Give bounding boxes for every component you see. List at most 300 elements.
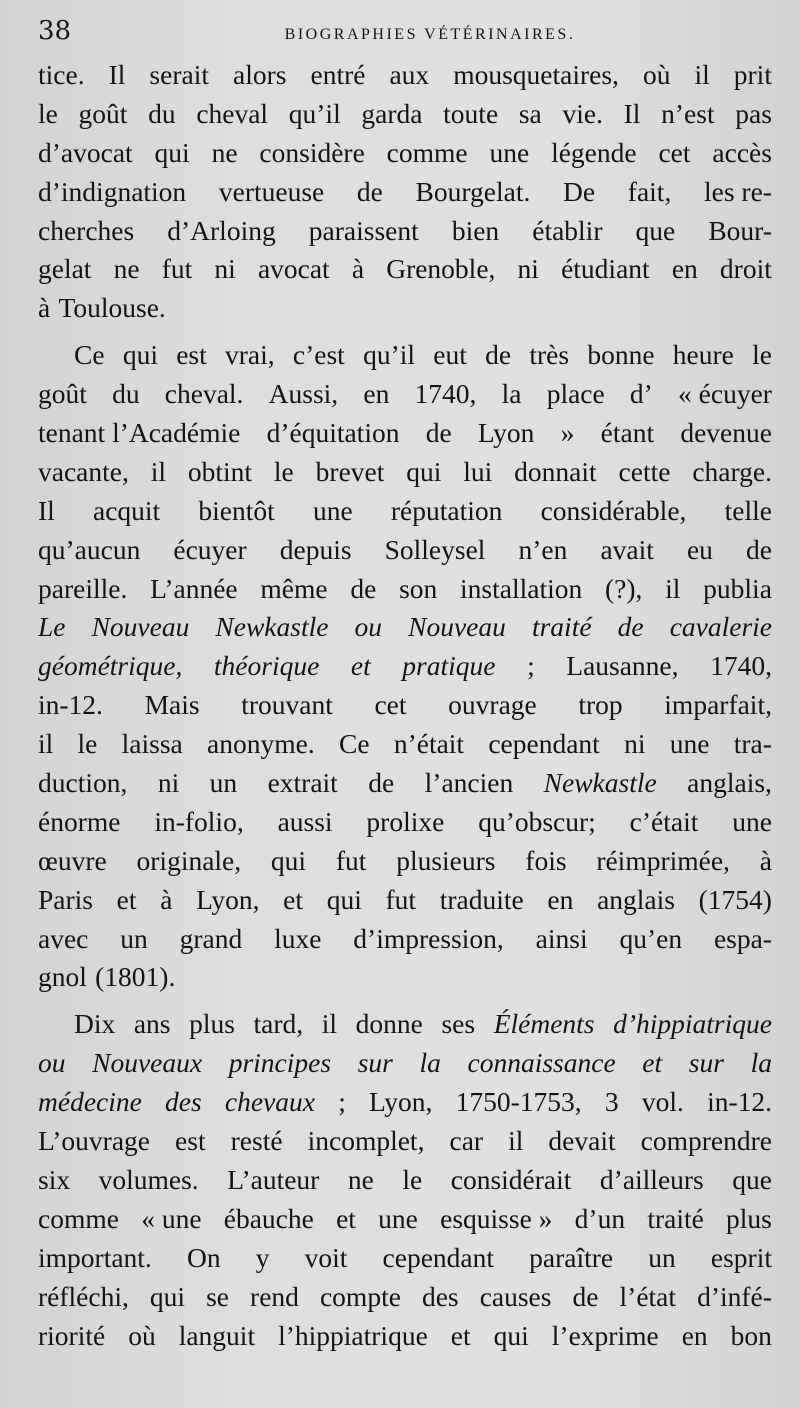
- word: un: [120, 922, 148, 954]
- word: considérait: [450, 1163, 572, 1195]
- word: qui: [326, 883, 362, 915]
- word: Lyon,: [369, 1086, 433, 1118]
- word: brevet: [315, 455, 385, 487]
- word: tard,: [253, 1008, 304, 1040]
- word: 3: [604, 1086, 619, 1118]
- word: Mais: [144, 689, 200, 721]
- word: des: [421, 1280, 459, 1312]
- word: Dix: [74, 1008, 116, 1040]
- word: réputation: [390, 494, 503, 526]
- word: cheval: [196, 97, 269, 129]
- word: in-12.: [38, 689, 103, 721]
- word: six: [38, 1163, 71, 1195]
- word: plusieurs: [396, 844, 496, 876]
- text-line: [38, 453, 772, 492]
- word: c’est: [292, 339, 345, 371]
- word: cheval.: [164, 378, 244, 410]
- word: anonyme.: [207, 728, 315, 760]
- word: cependant: [382, 1241, 494, 1273]
- word: de: [368, 767, 395, 799]
- word: le: [38, 97, 58, 129]
- word: riorité: [38, 1319, 106, 1351]
- word: bonne: [587, 339, 655, 371]
- word: des: [165, 1086, 202, 1118]
- word: la: [419, 1047, 441, 1079]
- word: il: [150, 455, 166, 487]
- word: Aussi,: [268, 378, 339, 410]
- word: établir: [532, 214, 603, 246]
- word: vol.: [641, 1086, 684, 1118]
- word: Ce: [74, 339, 105, 371]
- word: extrait: [267, 767, 338, 799]
- word: comme: [386, 136, 468, 168]
- word: ou: [38, 1047, 66, 1079]
- word: « écuyer: [678, 378, 772, 410]
- word: qu’il: [288, 97, 341, 129]
- word: qu’obscur;: [478, 805, 596, 837]
- word: plus: [189, 1008, 235, 1040]
- word: écuyer: [173, 533, 247, 565]
- word: œuvre: [38, 844, 107, 876]
- word: considère: [259, 136, 365, 168]
- word: géométrique,: [38, 650, 183, 682]
- word: L’ouvrage: [38, 1125, 151, 1157]
- word: accès: [712, 136, 772, 168]
- text-line: [38, 1161, 772, 1200]
- word: à: [38, 292, 51, 324]
- word: 1750-1753,: [455, 1086, 582, 1118]
- text-line: [38, 842, 772, 881]
- word: c’était: [629, 805, 699, 837]
- word: L’auteur: [227, 1163, 320, 1195]
- word: cherches: [38, 214, 135, 246]
- word: devait: [548, 1125, 616, 1157]
- text-line: [38, 173, 772, 212]
- text-line: [38, 803, 772, 842]
- word: donne: [355, 1008, 423, 1040]
- word: goût: [38, 378, 87, 410]
- word: Ce: [339, 728, 370, 760]
- word: le: [752, 339, 772, 371]
- word: n’était: [393, 728, 465, 760]
- word: Nouveaux: [92, 1047, 203, 1079]
- word: languit: [178, 1319, 256, 1351]
- text-line: [38, 764, 772, 803]
- word: d’un: [574, 1202, 626, 1234]
- text-line: [38, 958, 772, 997]
- text-line: [38, 725, 772, 764]
- word: garda: [361, 97, 423, 129]
- word: et: [336, 1202, 356, 1234]
- word: considérable,: [540, 494, 687, 526]
- word: il: [665, 572, 681, 604]
- word: ni: [157, 767, 180, 799]
- word: acquit: [93, 494, 161, 526]
- text-line: [38, 336, 772, 375]
- word: « une: [141, 1202, 202, 1234]
- word: place: [546, 378, 605, 410]
- word: (1801).: [95, 961, 176, 993]
- word: qui: [406, 455, 442, 487]
- word: originale,: [136, 844, 242, 876]
- word: bientôt: [198, 494, 275, 526]
- word: médecine: [38, 1086, 142, 1118]
- word: publia: [703, 572, 772, 604]
- word: et: [350, 650, 371, 682]
- text-line: [38, 1122, 772, 1161]
- text-line: [38, 1317, 772, 1356]
- word: n’est: [661, 97, 715, 129]
- running-title: BIOGRAPHIES VÉTÉRINAIRES.: [284, 26, 576, 43]
- word: goût: [78, 97, 128, 129]
- word: il: [321, 1008, 338, 1040]
- word: esprit: [710, 1241, 772, 1273]
- word: (?),: [604, 572, 643, 604]
- word: Bour-: [708, 214, 772, 246]
- word: ni: [517, 253, 539, 285]
- word: sur: [357, 1047, 393, 1079]
- word: laissa: [121, 728, 183, 760]
- word: le: [402, 1163, 423, 1195]
- word: devenue: [680, 417, 772, 449]
- word: chevaux: [224, 1086, 315, 1118]
- word: qui: [149, 1280, 186, 1312]
- word: un: [648, 1241, 676, 1273]
- word: in-folio,: [154, 805, 244, 837]
- word: un: [209, 767, 238, 799]
- word: qui: [493, 1319, 529, 1351]
- word: se: [206, 1280, 229, 1312]
- word: qu’il: [363, 339, 416, 371]
- word: ébauche: [223, 1202, 314, 1234]
- word: paraissent: [308, 214, 419, 246]
- word: la: [501, 378, 522, 410]
- word: Lyon,: [196, 883, 260, 915]
- word: qui: [270, 844, 307, 876]
- word: ni: [214, 253, 236, 285]
- word: Éléments: [493, 1008, 595, 1040]
- word: il: [38, 728, 54, 760]
- word: et: [116, 883, 137, 915]
- word: Toulouse.: [58, 292, 166, 324]
- word: grand: [179, 922, 243, 954]
- word: entré: [310, 59, 366, 90]
- paragraph: [38, 56, 772, 328]
- word: une: [732, 805, 772, 837]
- word: à: [160, 883, 173, 915]
- word: resté: [230, 1125, 283, 1157]
- word: ;: [338, 1086, 346, 1118]
- word: qui: [154, 136, 190, 168]
- word: en: [547, 883, 574, 915]
- word: L’année: [150, 572, 238, 604]
- word: fut: [385, 883, 417, 915]
- text-line: [38, 56, 772, 95]
- word: duction,: [38, 767, 128, 799]
- word: Paris: [38, 883, 93, 915]
- word: et: [283, 883, 304, 915]
- word: 1740,: [710, 650, 772, 682]
- word: Newkastle: [215, 611, 329, 643]
- word: alors: [233, 59, 287, 90]
- word: 1740,: [414, 378, 477, 410]
- word: lui: [463, 455, 493, 487]
- word: obtint: [187, 455, 253, 487]
- word: et: [642, 1047, 663, 1079]
- word: à: [759, 844, 772, 876]
- text-line: [38, 1044, 772, 1083]
- word: trop: [578, 689, 623, 721]
- word: cet: [658, 136, 691, 168]
- word: Nouveau: [408, 611, 506, 643]
- word: d’ailleurs: [599, 1163, 704, 1195]
- word: de: [617, 611, 644, 643]
- text-line: [38, 647, 772, 686]
- word: gnol: [38, 961, 87, 993]
- word: luxe: [274, 922, 322, 954]
- word: tice.: [38, 59, 85, 90]
- word: le: [273, 455, 294, 487]
- word: fois: [525, 844, 567, 876]
- paragraph-gap: [38, 328, 772, 336]
- word: est: [175, 1125, 206, 1157]
- word: ni: [624, 728, 646, 760]
- word: même: [260, 572, 328, 604]
- word: la: [750, 1047, 772, 1079]
- word: prit: [733, 59, 772, 90]
- word: ;: [527, 650, 535, 682]
- word: de: [572, 1280, 599, 1312]
- word: en: [681, 1319, 708, 1351]
- text-line: [38, 95, 772, 134]
- word: ne: [113, 253, 140, 285]
- word: de: [746, 533, 772, 565]
- word: donnait: [514, 455, 597, 487]
- word: anglais: [597, 883, 675, 915]
- word: compte: [319, 1280, 401, 1312]
- word: traduite: [439, 883, 524, 915]
- word: d’indignation: [38, 175, 187, 207]
- word: rend: [250, 1280, 299, 1312]
- word: d’: [629, 378, 653, 410]
- word: les re-: [704, 175, 772, 207]
- word: »: [560, 417, 575, 449]
- text-line: [38, 1005, 772, 1044]
- word: d’Arloing: [167, 214, 276, 246]
- word: Solleysel: [384, 533, 486, 565]
- text-line: [38, 1278, 772, 1317]
- word: de: [350, 572, 377, 604]
- word: le: [77, 728, 98, 760]
- word: incomplet,: [307, 1125, 425, 1157]
- word: d’hippiatrique: [613, 1008, 772, 1040]
- word: Lyon: [477, 417, 535, 449]
- word: vertueuse: [218, 175, 325, 207]
- page-number: 38: [38, 16, 72, 46]
- word: ne: [211, 136, 238, 168]
- word: gelat: [38, 253, 92, 285]
- word: qui: [122, 339, 158, 371]
- word: cette: [618, 455, 671, 487]
- word: Il: [38, 494, 55, 526]
- word: depuis: [279, 533, 352, 565]
- word: bien: [451, 214, 500, 246]
- word: anglais,: [687, 767, 772, 799]
- word: que: [732, 1163, 772, 1195]
- word: vrai,: [225, 339, 275, 371]
- word: (1754): [698, 883, 772, 915]
- word: Nouveau: [91, 611, 190, 643]
- text-line: [38, 881, 772, 920]
- word: eut: [433, 339, 467, 371]
- word: vacante,: [38, 455, 129, 487]
- word: énorme: [38, 805, 121, 837]
- word: imparfait,: [664, 689, 772, 721]
- word: pareille.: [38, 572, 128, 604]
- word: car: [449, 1125, 484, 1157]
- word: eu: [686, 533, 713, 565]
- word: esquisse »: [440, 1202, 553, 1234]
- word: où: [642, 59, 671, 90]
- word: serait: [149, 59, 209, 90]
- paragraph: [38, 336, 772, 997]
- word: une: [312, 494, 353, 526]
- word: volumes.: [98, 1163, 199, 1195]
- word: ainsi: [535, 922, 588, 954]
- text-line: [38, 1200, 772, 1239]
- word: à: [351, 253, 365, 285]
- word: cavalerie: [669, 611, 772, 643]
- word: aussi: [277, 805, 333, 837]
- word: toute: [443, 97, 499, 129]
- text-line: [38, 250, 772, 289]
- word: cet: [374, 689, 407, 721]
- word: heure: [672, 339, 734, 371]
- running-head: [38, 12, 772, 56]
- word: tenant l’Académie: [38, 417, 241, 449]
- word: une: [378, 1202, 418, 1234]
- word: d’avocat: [38, 136, 133, 168]
- word: de: [425, 417, 452, 449]
- word: réimprimée,: [596, 844, 730, 876]
- word: ans: [133, 1008, 171, 1040]
- body-text: [38, 56, 772, 1355]
- word: avec: [38, 922, 89, 954]
- word: Lausanne,: [566, 650, 679, 682]
- word: et: [450, 1319, 471, 1351]
- word: une: [669, 728, 710, 760]
- word: l’état: [619, 1280, 677, 1312]
- word: On: [186, 1241, 221, 1273]
- word: il: [508, 1125, 524, 1157]
- word: de: [485, 339, 512, 371]
- word: telle: [724, 494, 772, 526]
- word: de: [356, 175, 383, 207]
- word: Il: [108, 59, 126, 90]
- word: connaissance: [467, 1047, 616, 1079]
- word: d’équitation: [266, 417, 400, 449]
- text-line: [38, 492, 772, 531]
- word: Bourgelat.: [415, 175, 531, 207]
- text-line: [38, 608, 772, 647]
- word: étant: [600, 417, 655, 449]
- word: en: [671, 253, 698, 285]
- word: où: [128, 1319, 156, 1351]
- text-line: [38, 414, 772, 453]
- word: trouvant: [241, 689, 333, 721]
- text-line: [38, 531, 772, 570]
- word: principes: [228, 1047, 332, 1079]
- word: d’impression,: [353, 922, 504, 954]
- text-line: [38, 375, 772, 414]
- word: fait,: [627, 175, 672, 207]
- word: comprendre: [640, 1125, 772, 1157]
- word: Le: [38, 611, 66, 643]
- word: causes: [479, 1280, 552, 1312]
- word: légende: [551, 136, 637, 168]
- word: Newkastle: [543, 767, 657, 799]
- word: pas: [735, 97, 772, 129]
- word: n’en: [518, 533, 568, 565]
- word: tra-: [733, 728, 772, 760]
- text-line: [38, 1083, 772, 1122]
- text-line: [38, 920, 772, 959]
- word: qu’en: [619, 922, 683, 954]
- word: théorique: [213, 650, 320, 682]
- word: vie.: [562, 97, 603, 129]
- word: pratique: [402, 650, 496, 682]
- word: ses: [441, 1008, 476, 1040]
- text-line: [38, 686, 772, 725]
- word: prolixe: [366, 805, 445, 837]
- word: étudiant: [561, 253, 650, 285]
- word: est: [176, 339, 207, 371]
- word: fut: [335, 844, 367, 876]
- word: traité: [531, 611, 592, 643]
- word: en: [363, 378, 390, 410]
- text-line: [38, 570, 772, 609]
- word: réfléchi,: [38, 1280, 129, 1312]
- word: ne: [347, 1163, 374, 1195]
- word: plus: [726, 1202, 772, 1234]
- word: sa: [518, 97, 542, 129]
- word: voit: [304, 1241, 348, 1273]
- word: avait: [600, 533, 654, 565]
- text-line: [38, 212, 772, 251]
- word: que: [635, 214, 676, 246]
- text-line: [38, 289, 772, 328]
- word: l’ancien: [424, 767, 514, 799]
- word: fut: [161, 253, 193, 285]
- word: qu’aucun: [38, 533, 141, 565]
- word: l’hippiatrique: [278, 1319, 428, 1351]
- word: Il: [623, 97, 641, 129]
- word: d’infé-: [697, 1280, 772, 1312]
- word: il: [694, 59, 710, 90]
- word: l’exprime: [551, 1319, 659, 1351]
- word: in-12.: [707, 1086, 772, 1118]
- word: cependant: [488, 728, 600, 760]
- word: sur: [688, 1047, 724, 1079]
- word: paraître: [529, 1241, 614, 1273]
- word: Grenoble,: [386, 253, 496, 285]
- word: important.: [38, 1241, 152, 1273]
- word: ouvrage: [448, 689, 537, 721]
- word: y: [255, 1241, 270, 1273]
- word: mousquetaires,: [453, 59, 619, 90]
- word: espa-: [713, 922, 772, 954]
- word: ou: [354, 611, 383, 643]
